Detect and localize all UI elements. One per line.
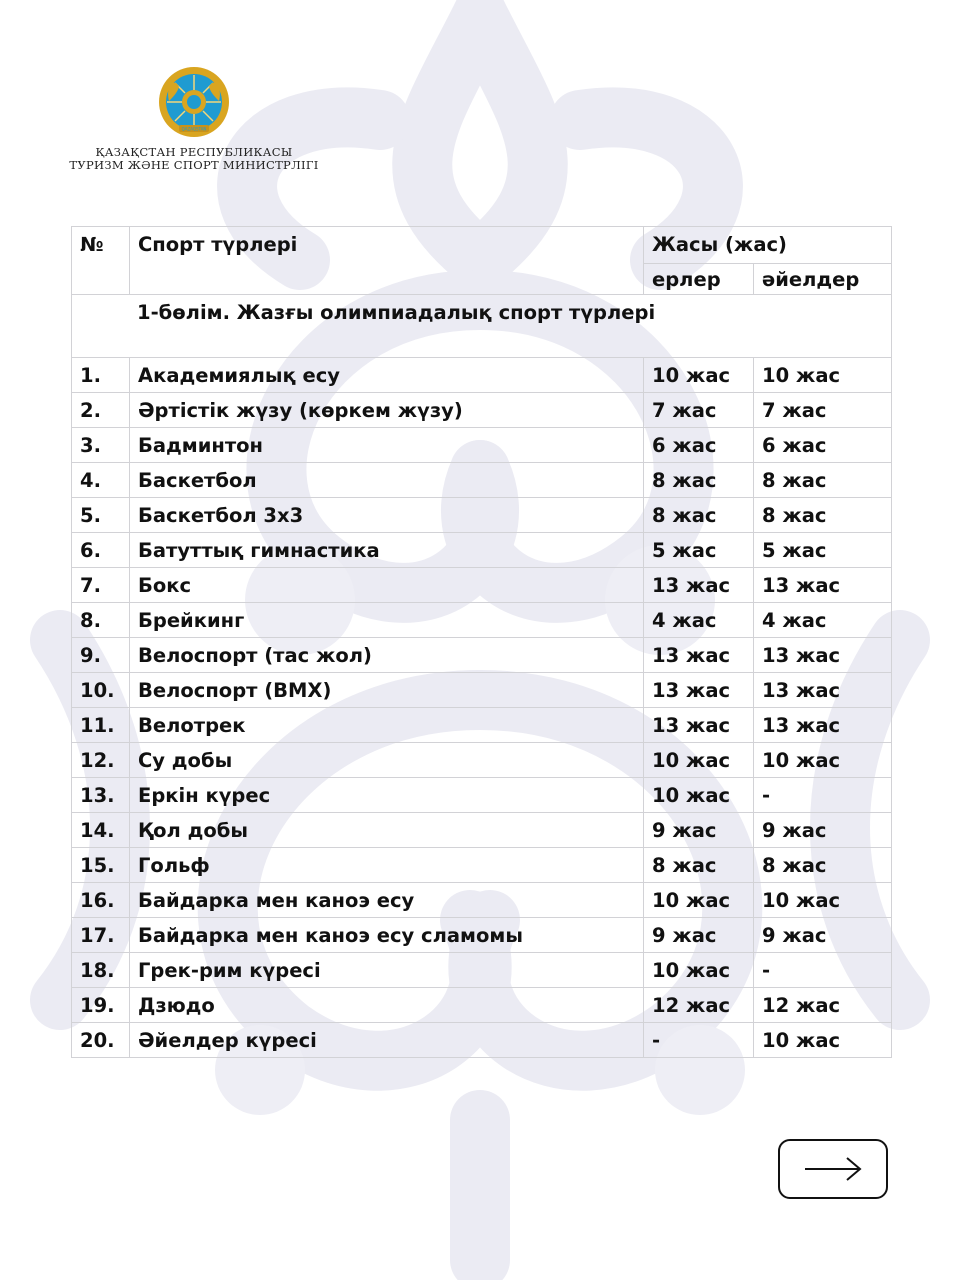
row-number: 14. — [72, 813, 130, 848]
row-sport: Байдарка мен каноэ есу — [130, 883, 644, 918]
table-row — [72, 883, 892, 918]
table-row — [72, 708, 892, 743]
table-row — [72, 918, 892, 953]
ministry-line-2: ТУРИЗМ ЖӘНЕ СПОРТ МИНИСТРЛІГІ — [69, 158, 319, 172]
row-sport: Велоспорт (тас жол) — [130, 638, 644, 673]
table-row — [72, 988, 892, 1023]
row-number: 16. — [72, 883, 130, 918]
row-number: 15. — [72, 848, 130, 883]
row-women-age: 10 жас — [754, 883, 892, 918]
header-number: № — [72, 227, 130, 295]
row-number: 6. — [72, 533, 130, 568]
table-row — [72, 533, 892, 568]
row-number: 4. — [72, 463, 130, 498]
table-row — [72, 638, 892, 673]
row-men-age: 10 жас — [644, 358, 754, 393]
row-number: 2. — [72, 393, 130, 428]
header-age: Жасы (жас) — [644, 227, 892, 264]
row-men-age: 13 жас — [644, 568, 754, 603]
header-women: әйелдер — [754, 264, 892, 295]
row-men-age: 10 жас — [644, 778, 754, 813]
row-number: 12. — [72, 743, 130, 778]
row-women-age: - — [754, 953, 892, 988]
row-sport: Велоспорт (BMX) — [130, 673, 644, 708]
row-men-age: 13 жас — [644, 673, 754, 708]
row-sport: Қол добы — [130, 813, 644, 848]
row-number: 9. — [72, 638, 130, 673]
arrow-right-icon — [803, 1154, 863, 1184]
table-row — [72, 603, 892, 638]
row-women-age: 10 жас — [754, 1023, 892, 1058]
table-row — [72, 953, 892, 988]
row-men-age: 8 жас — [644, 498, 754, 533]
row-women-age: 10 жас — [754, 358, 892, 393]
row-men-age: 10 жас — [644, 743, 754, 778]
table-row — [72, 848, 892, 883]
row-women-age: 9 жас — [754, 918, 892, 953]
row-number: 17. — [72, 918, 130, 953]
row-women-age: - — [754, 778, 892, 813]
row-sport: Академиялық есу — [130, 358, 644, 393]
row-sport: Грек-рим күресі — [130, 953, 644, 988]
table-row — [72, 463, 892, 498]
row-men-age: 13 жас — [644, 638, 754, 673]
row-women-age: 8 жас — [754, 498, 892, 533]
row-sport: Әйелдер күресі — [130, 1023, 644, 1058]
row-men-age: 7 жас — [644, 393, 754, 428]
table-row — [72, 1023, 892, 1058]
table-header-row — [72, 227, 892, 264]
row-women-age: 7 жас — [754, 393, 892, 428]
row-women-age: 10 жас — [754, 743, 892, 778]
header-sport: Спорт түрлері — [130, 227, 644, 295]
row-sport: Әртістік жүзу (көркем жүзу) — [130, 393, 644, 428]
row-women-age: 13 жас — [754, 568, 892, 603]
row-sport: Байдарка мен каноэ есу сламомы — [130, 918, 644, 953]
row-sport: Дзюдо — [130, 988, 644, 1023]
row-women-age: 12 жас — [754, 988, 892, 1023]
table-row — [72, 813, 892, 848]
row-number: 10. — [72, 673, 130, 708]
row-women-age: 9 жас — [754, 813, 892, 848]
row-men-age: 4 жас — [644, 603, 754, 638]
row-women-age: 4 жас — [754, 603, 892, 638]
table-row — [72, 778, 892, 813]
row-men-age: 10 жас — [644, 883, 754, 918]
row-sport: Бадминтон — [130, 428, 644, 463]
row-number: 8. — [72, 603, 130, 638]
next-page-button[interactable] — [778, 1139, 888, 1199]
row-sport: Баскетбол — [130, 463, 644, 498]
row-number: 3. — [72, 428, 130, 463]
row-sport: Брейкинг — [130, 603, 644, 638]
table-row — [72, 358, 892, 393]
row-number: 11. — [72, 708, 130, 743]
table-body — [72, 358, 892, 1058]
row-sport: Баскетбол 3х3 — [130, 498, 644, 533]
ministry-line-1: ҚАЗАҚСТАН РЕСПУБЛИКАСЫ — [95, 145, 293, 159]
section-title: 1-бөлім. Жазғы олимпиадалық спорт түрлері — [72, 295, 892, 358]
row-men-age: 12 жас — [644, 988, 754, 1023]
sports-age-table — [71, 226, 892, 1058]
row-men-age: 10 жас — [644, 953, 754, 988]
row-sport: Бокс — [130, 568, 644, 603]
header-men: ерлер — [644, 264, 754, 295]
table-row — [72, 743, 892, 778]
row-number: 18. — [72, 953, 130, 988]
row-women-age: 13 жас — [754, 673, 892, 708]
row-number: 1. — [72, 358, 130, 393]
row-number: 7. — [72, 568, 130, 603]
row-sport: Гольф — [130, 848, 644, 883]
row-sport: Су добы — [130, 743, 644, 778]
table-row — [72, 393, 892, 428]
row-women-age: 6 жас — [754, 428, 892, 463]
row-sport: Велотрек — [130, 708, 644, 743]
row-number: 20. — [72, 1023, 130, 1058]
row-men-age: 8 жас — [644, 463, 754, 498]
section-row — [72, 295, 892, 358]
kazakhstan-emblem-icon — [157, 65, 231, 139]
row-women-age: 13 жас — [754, 708, 892, 743]
row-women-age: 8 жас — [754, 848, 892, 883]
row-men-age: 9 жас — [644, 813, 754, 848]
svg-text:QAZAQSTAN: QAZAQSTAN — [181, 126, 207, 132]
row-women-age: 13 жас — [754, 638, 892, 673]
row-sport: Еркін күрес — [130, 778, 644, 813]
row-number: 19. — [72, 988, 130, 1023]
row-number: 13. — [72, 778, 130, 813]
table-row — [72, 498, 892, 533]
row-women-age: 8 жас — [754, 463, 892, 498]
row-sport: Батуттық гимнастика — [130, 533, 644, 568]
table-row — [72, 568, 892, 603]
row-men-age: 8 жас — [644, 848, 754, 883]
row-men-age: 6 жас — [644, 428, 754, 463]
row-men-age: 9 жас — [644, 918, 754, 953]
table-row — [72, 428, 892, 463]
row-number: 5. — [72, 498, 130, 533]
ministry-name — [66, 146, 322, 172]
table-row — [72, 673, 892, 708]
row-men-age: 13 жас — [644, 708, 754, 743]
row-men-age: 5 жас — [644, 533, 754, 568]
row-women-age: 5 жас — [754, 533, 892, 568]
row-men-age: - — [644, 1023, 754, 1058]
